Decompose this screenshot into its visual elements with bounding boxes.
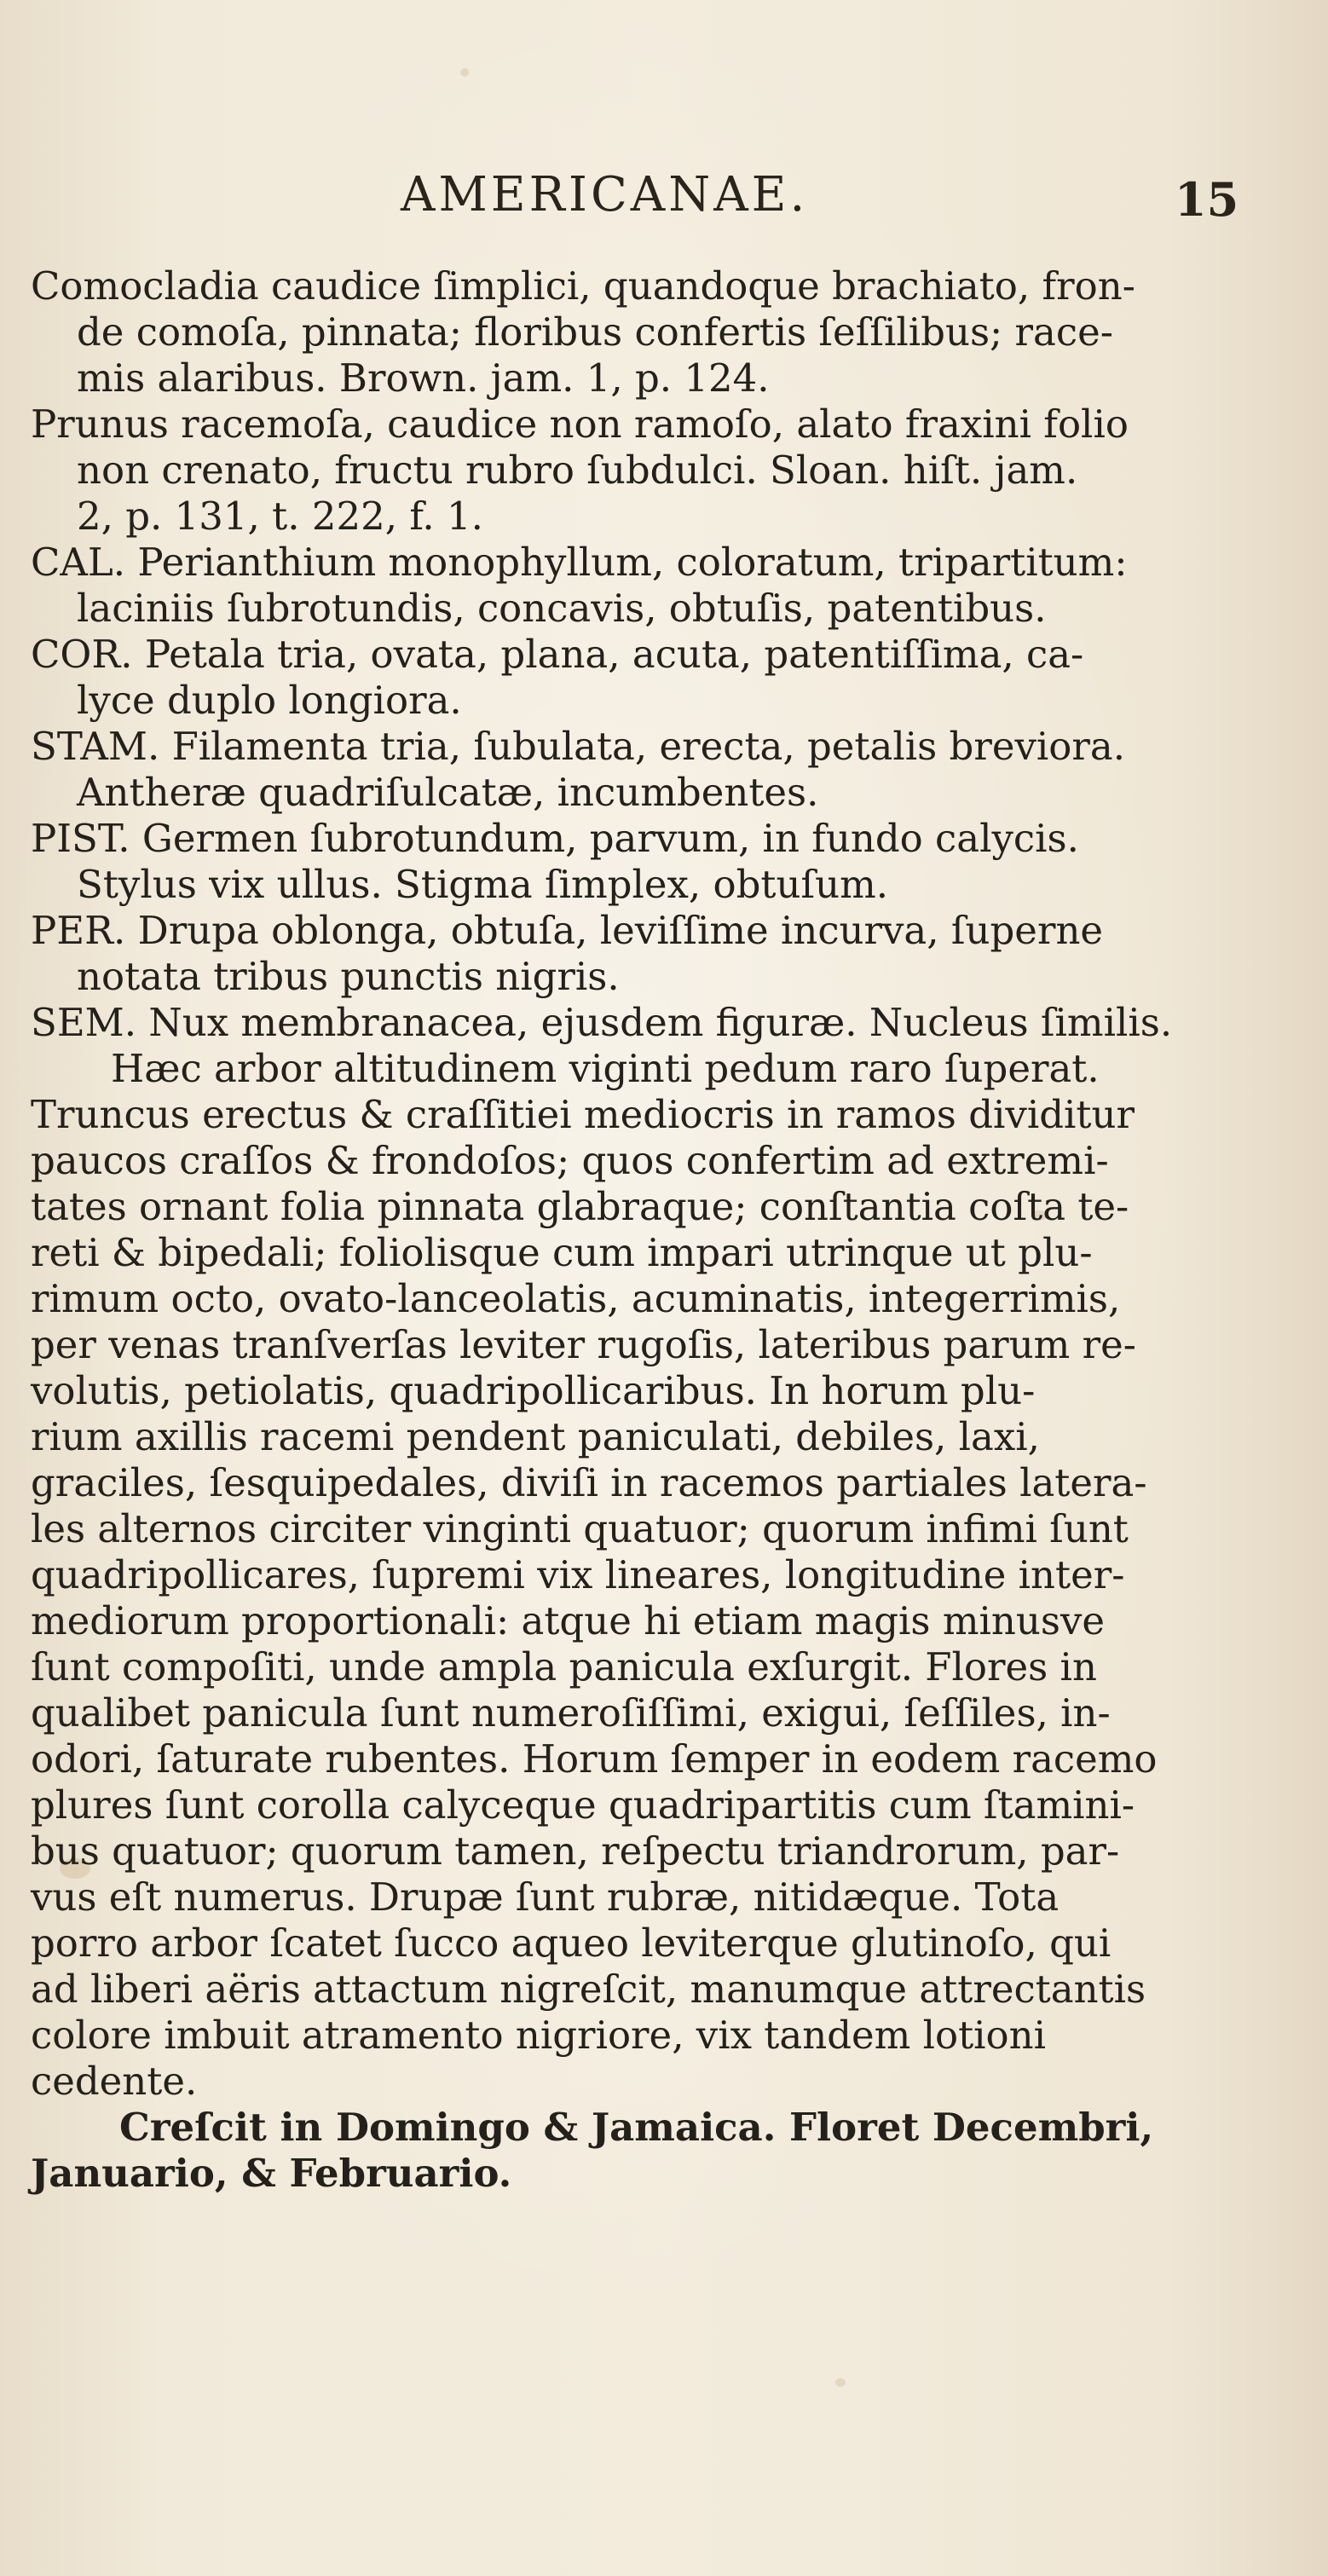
text-line: qualibet panicula ſunt numeroſiſſimi, exigui, ſeſſiles, in- — [31, 1690, 1111, 1736]
text-line: ſunt compoſiti, unde ampla panicula exſurgit. Flores in — [31, 1644, 1097, 1689]
text-line: per venas tranſverſas leviter rugoſis, lateribus parum re- — [31, 1322, 1137, 1367]
text-line: laciniis ſubrotundis, concavis, obtuſis, patentibus. — [77, 586, 1047, 631]
text-line: Creſcit in Domingo & Jamaica. Floret Decembri, — [119, 2105, 1154, 2150]
running-title: AMERICANAE. — [401, 167, 809, 222]
text-line: ad liberi aëris attactum nigreſcit, manumque attrectantis — [31, 1967, 1146, 2012]
text-line: reti & bipedali; foliolisque cum impari utrinque ut plu- — [31, 1230, 1093, 1275]
text-line: mis alaribus. Brown. jam. 1, p. 124. — [77, 355, 770, 401]
text-line: Antheræ quadriſulcatæ, incumbentes. — [77, 770, 819, 815]
text-line: notata tribus punctis nigris. — [77, 954, 620, 999]
text-line: les alternos circiter vinginti quatuor; quorum infimi ſunt — [31, 1506, 1129, 1551]
text-line: SEM. Nux membranacea, ejusdem figuræ. Nucleus ſimilis. — [31, 1000, 1173, 1045]
text-line: non crenato, fructu rubro ſubdulci. Sloan. hiſt. jam. — [77, 448, 1078, 493]
text-line: Januario, & Februario. — [31, 2151, 512, 2196]
text-line: rium axillis racemi pendent paniculati, debiles, laxi, — [31, 1414, 1040, 1459]
text-line: 2, p. 131, t. 222, f. 1. — [77, 494, 483, 539]
page-number: 15 — [1175, 172, 1239, 227]
text-line: cedente. — [31, 2059, 198, 2104]
text-line: vus eſt numerus. Drupæ ſunt rubræ, nitidæque. Tota — [31, 1874, 1060, 1920]
text-line: rimum octo, ovato-lanceolatis, acuminatis, integerrimis, — [31, 1276, 1121, 1321]
page-header — [0, 167, 1328, 227]
text-line: tates ornant folia pinnata glabraque; conſtantia coſta te- — [31, 1184, 1129, 1229]
text-line: Hæc arbor altitudinem viginti pedum raro ſuperat. — [111, 1046, 1100, 1091]
text-line: Stylus vix ullus. Stigma ſimplex, obtuſum. — [77, 862, 889, 907]
text-line: colore imbuit atramento nigriore, vix tandem lotioni — [31, 2013, 1047, 2058]
text-line: paucos craſſos & frondoſos; quos confertim ad extremi- — [31, 1138, 1109, 1183]
text-line: de comoſa, pinnata; floribus confertis ſeſſilibus; race- — [77, 309, 1113, 355]
text-line: Truncus erectus & craſſitiei mediocris in ramos dividitur — [31, 1092, 1135, 1137]
paper-stain — [460, 68, 469, 77]
text-line: volutis, petiolatis, quadripollicaribus. In horum plu- — [31, 1368, 1036, 1413]
text-line: Prunus racemoſa, caudice non ramoſo, alato fraxini folio — [31, 401, 1129, 447]
text-line: quadripollicares, ſupremi vix lineares, longitudine inter- — [31, 1552, 1125, 1597]
text-line: STAM. Filamenta tria, ſubulata, erecta, petalis breviora. — [31, 724, 1126, 769]
text-line: PIST. Germen ſubrotundum, parvum, in fundo calycis. — [31, 816, 1079, 861]
text-line: bus quatuor; quorum tamen, reſpectu triandrorum, par- — [31, 1828, 1120, 1874]
text-line: Comocladia caudice ſimplici, quandoque brachiato, fron- — [31, 263, 1135, 309]
text-line: odori, ſaturate rubentes. Horum ſemper in eodem racemo — [31, 1736, 1158, 1782]
text-line: lyce duplo longiora. — [77, 678, 462, 723]
text-line: porro arbor ſcatet ſucco aqueo leviterque glutinoſo, qui — [31, 1920, 1111, 1966]
text-line: graciles, ſesquipedales, diviſi in racemos partiales latera- — [31, 1460, 1147, 1505]
text-line: PER. Drupa oblonga, obtuſa, leviſſime incurva, ſuperne — [31, 908, 1104, 953]
text-line: plures ſunt corolla calyceque quadripartitis cum ſtamini- — [31, 1782, 1135, 1828]
paper-stain — [835, 2378, 846, 2387]
text-line: COR. Petala tria, ovata, plana, acuta, patentiſſima, ca- — [31, 632, 1084, 677]
text-line: mediorum proportionali: atque hi etiam magis minusve — [31, 1598, 1105, 1643]
text-line: CAL. Perianthium monophyllum, coloratum, tripartitum: — [31, 540, 1128, 585]
